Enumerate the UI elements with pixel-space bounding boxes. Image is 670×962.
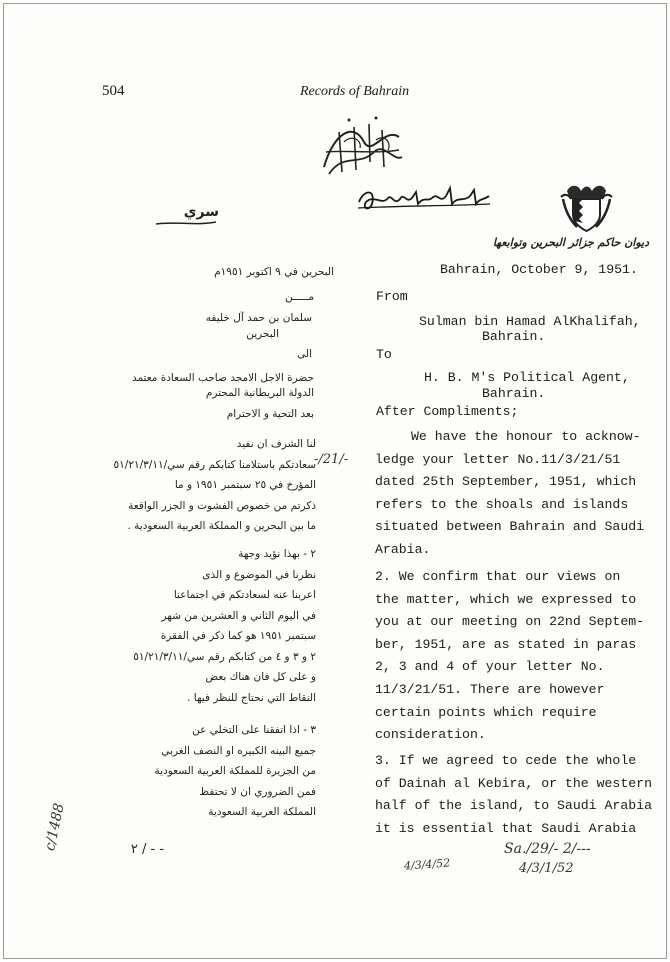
english-from-place: Bahrain. xyxy=(482,329,546,344)
text-line: ما بين البحرين و المملكة العربية السعودية . xyxy=(127,520,316,532)
text-line: المؤرخ في ٢٥ سبتمبر ١٩٥١ و ما xyxy=(174,479,316,491)
english-to-label: To xyxy=(376,347,392,362)
margin-ref-bottom-3: 4/3/4/52 xyxy=(403,856,451,873)
arabic-paragraph-1 xyxy=(94,434,316,537)
text-line: We have the honour to acknow- xyxy=(411,429,641,444)
text-line: فمن الضروري ان لا تحتفظ xyxy=(199,785,316,798)
text-line: ber, 1951, are as stated in paras xyxy=(375,636,637,652)
arabic-to-line-2: الدولة البريطانية المحترم xyxy=(205,387,314,399)
english-paragraph-2 xyxy=(375,566,660,747)
english-date-line: Bahrain, October 9, 1951. xyxy=(440,262,638,277)
text-line: سبتمبر ١٩٥١ هو كما ذكر في الفقرة xyxy=(160,630,316,642)
arabic-mark-underline xyxy=(154,219,219,227)
arabic-from-place: البحرين xyxy=(246,328,279,340)
english-paragraph-1 xyxy=(375,426,660,562)
text-line: you at our meeting on 22nd Septem- xyxy=(375,614,645,630)
arabic-page-mark: - - / ٢ xyxy=(130,842,164,857)
arabic-greeting: بعد التحية و الاحترام xyxy=(226,408,314,420)
calligraphy-seal xyxy=(314,112,409,187)
text-line: و على كل فان هناك بعض xyxy=(205,671,316,683)
book-title: Records of Bahrain xyxy=(300,84,410,99)
text-line: situated between Bahrain and Saudi xyxy=(375,519,645,535)
office-arabic-caption: ديوان حاكم جزائر البحرين وتوابعها xyxy=(492,236,649,249)
english-to-place: Bahrain. xyxy=(482,386,546,401)
arabic-paragraph-2 xyxy=(94,544,316,708)
text-line: جميع البينه الكبيره او النصف الغربي xyxy=(161,744,316,757)
text-line: ٢ و ٣ و ٤ من كتابكم رقم سي/٥١/٢١/٣/١١ xyxy=(133,650,316,663)
text-line: 2. We confirm that our views on xyxy=(375,569,621,584)
text-line: the matter, which we expressed to xyxy=(375,591,637,607)
text-line: من الجزيرة للمملكة العربية السعودية xyxy=(154,765,316,777)
text-line: ledge your letter No.11/3/21/51 xyxy=(375,451,621,467)
arabic-date-line: البحرين في ٩ اكتوبر ١٩٥١م xyxy=(214,266,334,278)
text-line: it is essential that Saudi Arabia xyxy=(375,820,637,836)
confidential-signature xyxy=(354,184,494,214)
text-line: half of the island, to Saudi Arabia xyxy=(375,798,652,814)
arabic-paragraph-3 xyxy=(94,720,316,823)
english-paragraph-3 xyxy=(375,750,660,840)
text-line: سعادتكم باستلامنا كتابكم رقم سي/٥١/٢١/٣/١١ xyxy=(113,458,316,471)
english-from-label: From xyxy=(376,289,408,304)
text-line: 11/3/21/51. There are however xyxy=(375,681,605,697)
text-line: المملكة العربية السعودية xyxy=(208,806,316,818)
text-line: 2, 3 and 4 of your letter No. xyxy=(375,659,605,675)
arabic-from-label: مـــــن xyxy=(285,291,314,303)
arabic-from-name: سلمان بن حمد آل خليفه xyxy=(205,312,312,324)
arabic-to-line-1: حضرة الاجل الامجد صاحب السعادة معتمد xyxy=(131,372,314,384)
text-line: لنا الشرف ان نفيد xyxy=(236,438,316,450)
bahrain-crest-icon xyxy=(559,179,614,234)
text-line: 3. If we agreed to cede the whole xyxy=(375,753,637,768)
document-page xyxy=(3,3,667,959)
text-line: of Dainah al Kebira, or the western xyxy=(375,775,652,791)
text-line: ذكرتم من خصوص الفشوت و الجزر الواقعة xyxy=(128,499,316,512)
margin-ref-bottom-2: 4/3/1/52 xyxy=(519,861,574,876)
text-line: refers to the shoals and islands xyxy=(375,496,629,512)
text-line: اعربنا عنه لسعادتكم في اجتماعنا xyxy=(173,589,316,601)
margin-ref-bottom-1: Sa./29/- 2/--- xyxy=(504,841,591,857)
text-line: في اليوم الثاني و العشرين من شهر xyxy=(161,609,316,622)
text-line: ٣ - اذا اتفقنا على التخلي عن xyxy=(192,724,316,736)
margin-file-number: c/1488 xyxy=(42,801,68,853)
page-number: 504 xyxy=(102,83,125,99)
text-line: dated 25th September, 1951, which xyxy=(375,474,637,490)
text-line: consideration. xyxy=(375,727,486,743)
text-line: ٢ - بهذا نؤيد وجهة xyxy=(238,548,316,560)
arabic-confidential-mark: سري xyxy=(183,204,219,220)
margin-ref-mark: -/21/- xyxy=(314,452,349,467)
english-salutation: After Compliments; xyxy=(376,404,519,419)
english-from-name: Sulman bin Hamad AlKhalifah, xyxy=(419,314,641,329)
text-line: Arabia. xyxy=(375,541,431,557)
text-line: certain points which require xyxy=(375,704,597,720)
arabic-to-label: الى xyxy=(297,348,312,360)
text-line: نظرنا في الموضوع و الذى xyxy=(202,568,316,581)
english-to-name: H. B. M's Political Agent, xyxy=(424,370,630,385)
text-line: النقاط التي نحتاج للنظر فيها . xyxy=(187,691,316,704)
